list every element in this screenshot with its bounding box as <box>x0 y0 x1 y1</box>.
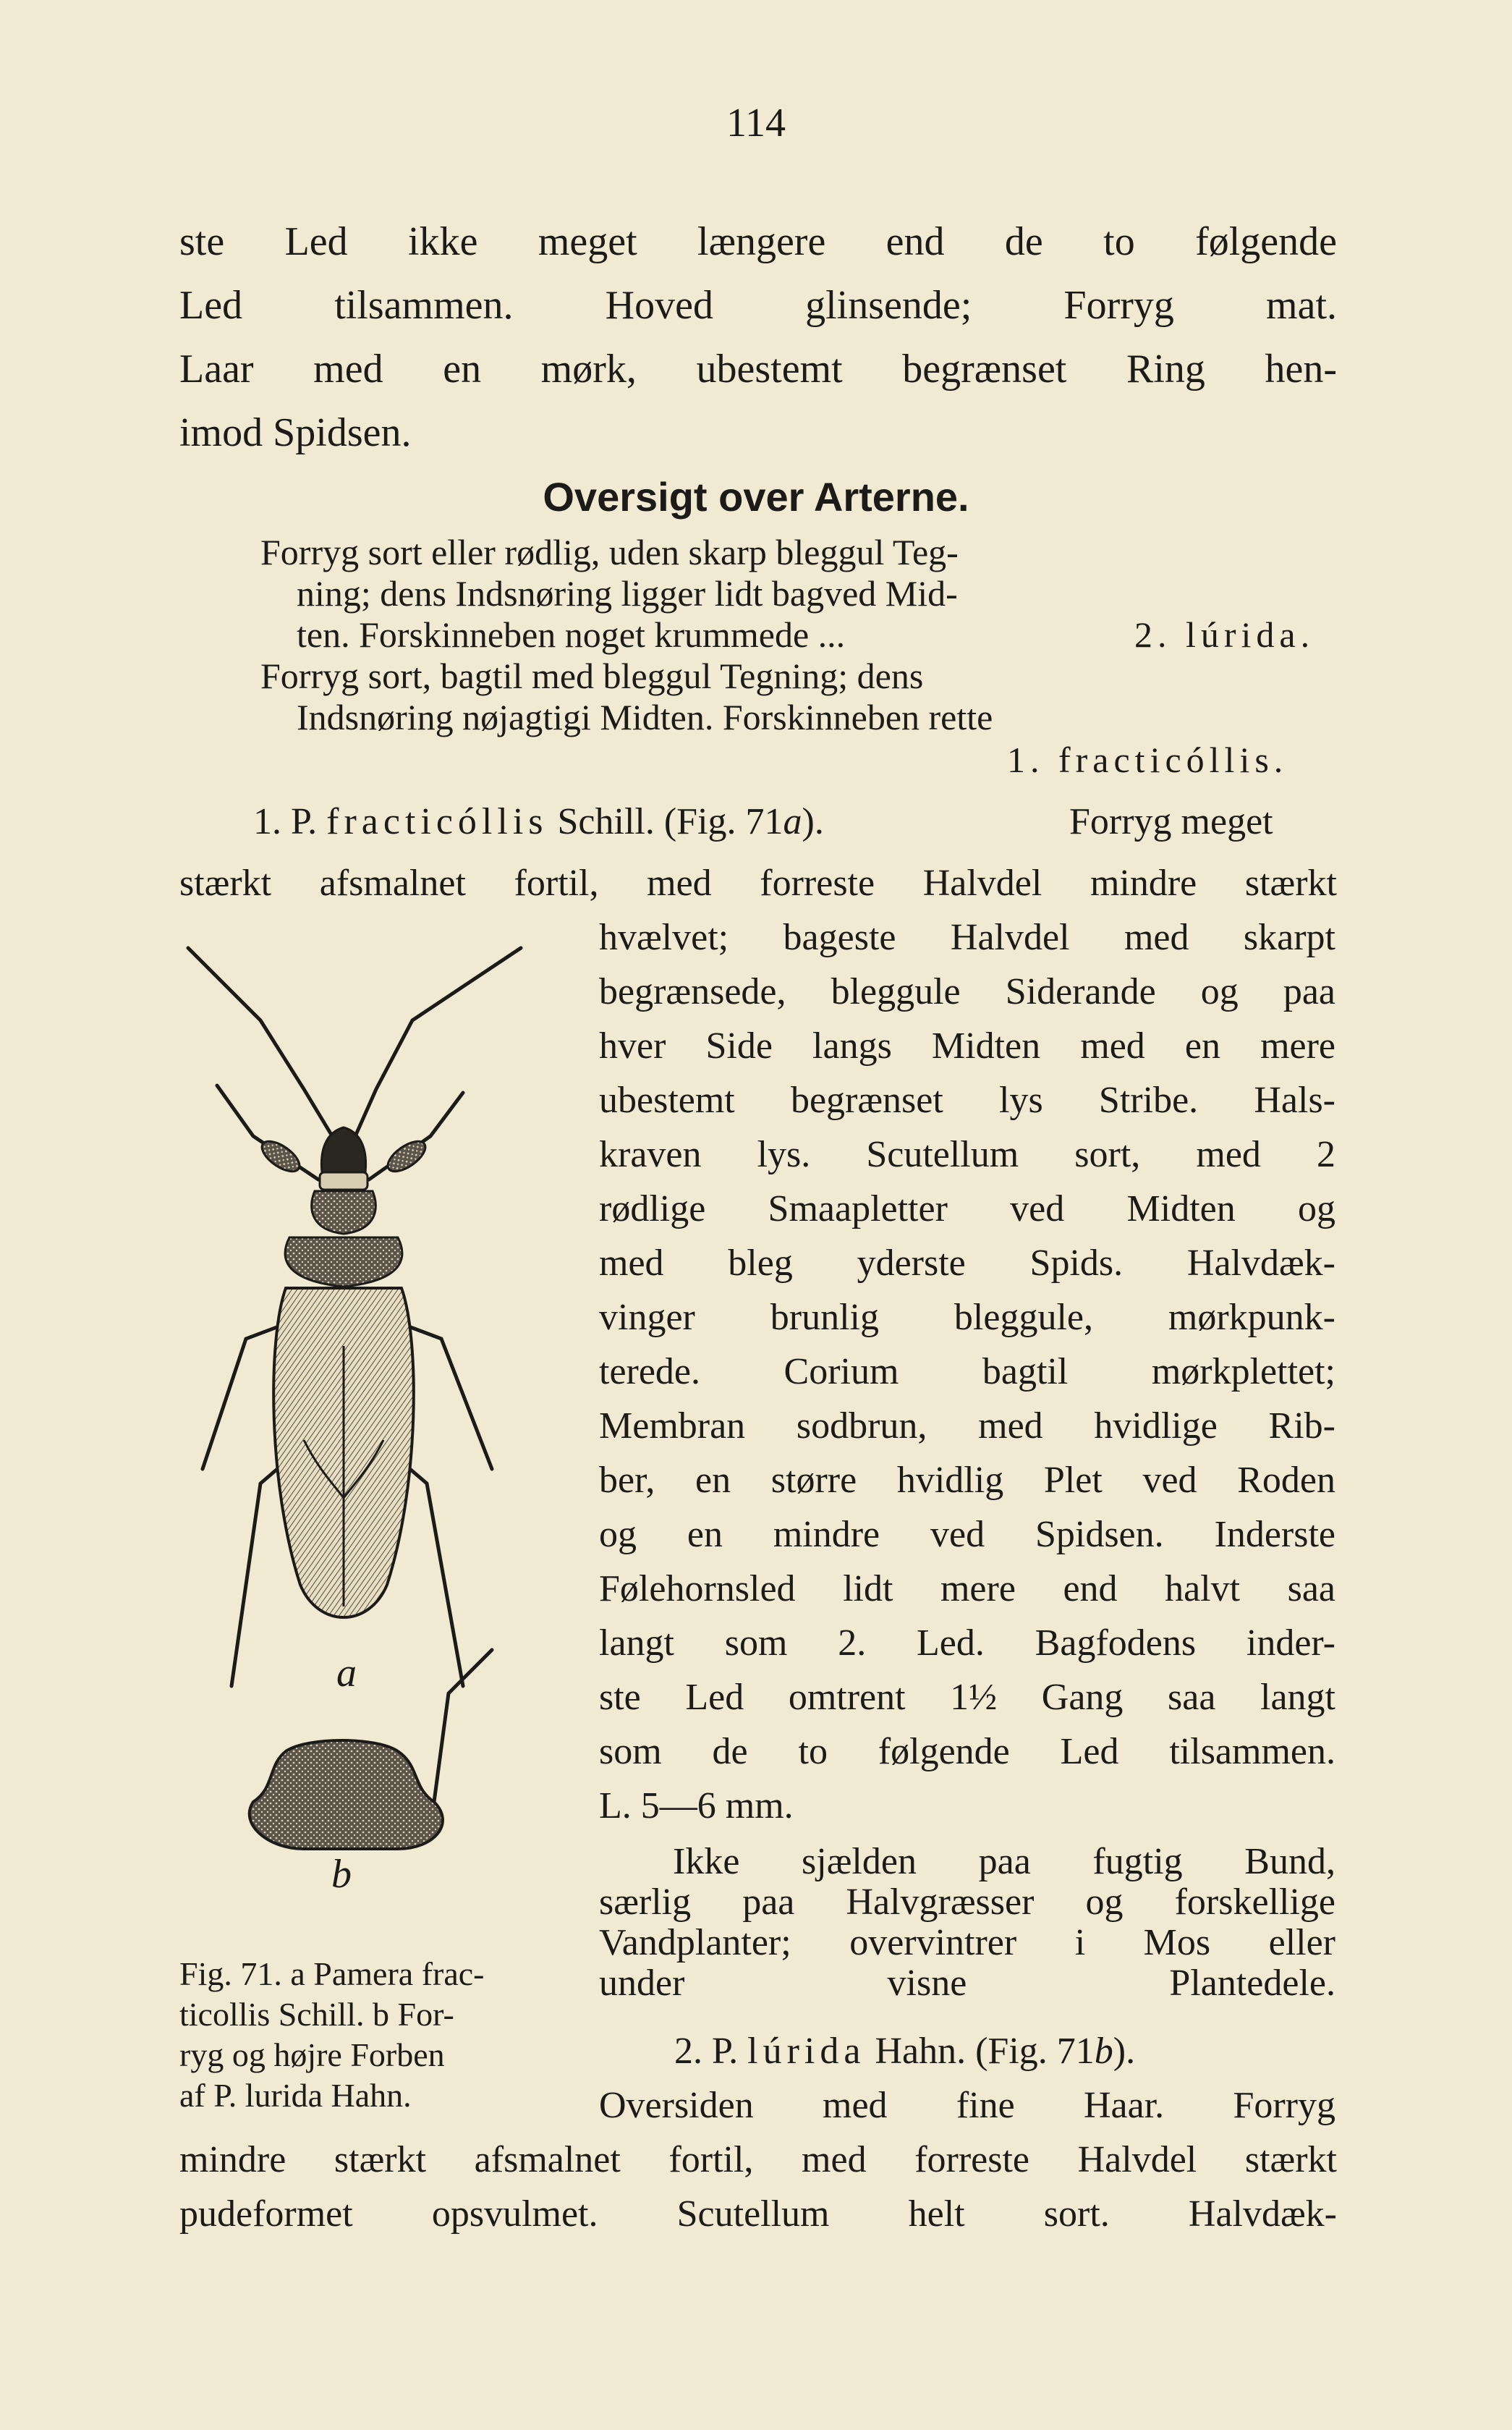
species2-number: 2. P. <box>674 2031 739 2072</box>
key-entry2-line2: Indsnøring nøjagtigi Midten. Forskinneben rette <box>297 697 993 737</box>
habitat-line-3: Vandplanter; overvintrer i Mos eller <box>599 1922 1335 1963</box>
species1-col-line-3: hver Side langs Midten med en mere <box>599 1025 1335 1067</box>
species2-heading <box>674 2031 1135 2072</box>
habitat-line-2: særlig paa Halvgræsser og forskellige <box>599 1881 1335 1923</box>
species1-col-line-17: L. 5—6 mm. <box>599 1785 794 1826</box>
key-entry2-result: 1. fracticóllis. <box>1007 740 1288 780</box>
habitat-line-1: Ikke sjælden paa fugtig Bund, <box>673 1841 1335 1882</box>
species1-col-line-8: vinger brunlig bleggule, mørkpunk- <box>599 1297 1335 1338</box>
key-heading: Oversigt over Arterne. <box>543 474 969 520</box>
species1-close: ). <box>802 801 824 842</box>
figure-caption-line-3: ryg og højre Forben <box>179 2036 445 2073</box>
species1-col-line-13: Følehornsled lidt mere end halvt saa <box>599 1568 1335 1609</box>
species1-col-line-4: ubestemt begrænset lys Stribe. Hals- <box>599 1080 1335 1121</box>
species1-col-line-6: rødlige Smaapletter ved Midten og <box>599 1188 1335 1229</box>
intro-line-2: Led tilsammen. Hoved glinsende; Forryg mat. <box>179 283 1337 328</box>
key-entry2-line1: Forryg sort, bagtil med bleggul Tegning; dens <box>260 656 924 696</box>
intro-line-3: Laar med en mørk, ubestemt begrænset Ring hen- <box>179 347 1337 391</box>
key-entry1-line3: ten. Forskinneben noget krummede ... <box>297 614 846 655</box>
species1-col-line-7: med bleg yderste Spids. Halvdæk- <box>599 1242 1335 1284</box>
species1-fig-letter: a <box>783 801 802 842</box>
figure-71 <box>159 934 564 1896</box>
species1-heading <box>253 802 824 842</box>
figure-caption-line-4: af P. lurida Hahn. <box>179 2077 412 2114</box>
species1-second-line: stærkt afsmalnet fortil, med forreste Halvdel mindre stærkt <box>179 863 1337 904</box>
species2-name: lúrida <box>747 2031 866 2072</box>
species1-col-line-12: og en mindre ved Spidsen. Inderste <box>599 1514 1335 1555</box>
habitat-line-4: under visne Plantedele. <box>599 1963 1335 2004</box>
species1-col-line-16: som de to følgende Led tilsammen. <box>599 1731 1335 1772</box>
species2-fig-letter: b <box>1094 2031 1113 2072</box>
species1-col-line-9: terede. Corium bagtil mørkplettet; <box>599 1351 1335 1392</box>
pronotum-b <box>250 1740 443 1849</box>
species2-author-fig: Hahn. (Fig. 71 <box>875 2031 1095 2072</box>
species1-col-line-1: hvælvet; bageste Halvdel med skarpt <box>599 917 1335 958</box>
intro-line-1: ste Led ikke meget længere end de to følgende <box>179 219 1337 264</box>
key-entry1-result: 2. lúrida. <box>1134 614 1315 655</box>
species2-close: ). <box>1113 2031 1136 2072</box>
species1-col-line-15: ste Led omtrent 1½ Gang saa langt <box>599 1677 1335 1718</box>
page-number: 114 <box>726 101 786 145</box>
intro-line-4: imod Spidsen. <box>179 410 412 455</box>
species1-first-line-rest: Forryg meget <box>1069 801 1273 842</box>
species1-name: fracticóllis <box>326 801 548 842</box>
species2-line-2: pudeformet opsvulmet. Scutellum helt sort. Halvdæk- <box>179 2193 1337 2235</box>
species2-line-1: mindre stærkt afsmalnet fortil, med forreste Halvdel stærkt <box>179 2139 1337 2180</box>
bug-illustration <box>159 934 564 1896</box>
key-entry1-line1: Forryg sort eller rødlig, uden skarp bleggul Teg- <box>260 532 959 572</box>
key-entry1-line2: ning; dens Indsnøring ligger lidt bagved Mid- <box>297 573 958 614</box>
species1-col-line-5: kraven lys. Scutellum sort, med 2 <box>599 1134 1335 1175</box>
figure-caption-line-2: ticollis Schill. b For- <box>179 1996 454 2033</box>
bug-head <box>321 1127 365 1172</box>
species1-col-line-10: Membran sodbrun, med hvidlige Rib- <box>599 1405 1335 1447</box>
species1-author-fig: Schill. (Fig. 71 <box>557 801 783 842</box>
species1-number: 1. P. <box>253 801 318 842</box>
figure-label-a: a <box>336 1651 357 1696</box>
species1-col-line-14: langt som 2. Led. Bagfodens inder- <box>599 1622 1335 1664</box>
figure-caption-line-1: Fig. 71. a Pamera frac- <box>179 1955 485 1992</box>
species1-col-line-11: ber, en større hvidlig Plet ved Roden <box>599 1460 1335 1501</box>
figure-label-b: b <box>331 1852 352 1897</box>
species1-col-line-2: begrænsede, bleggule Siderande og paa <box>599 971 1335 1012</box>
species2-col-line: Oversiden med fine Haar. Forryg <box>599 2085 1335 2126</box>
